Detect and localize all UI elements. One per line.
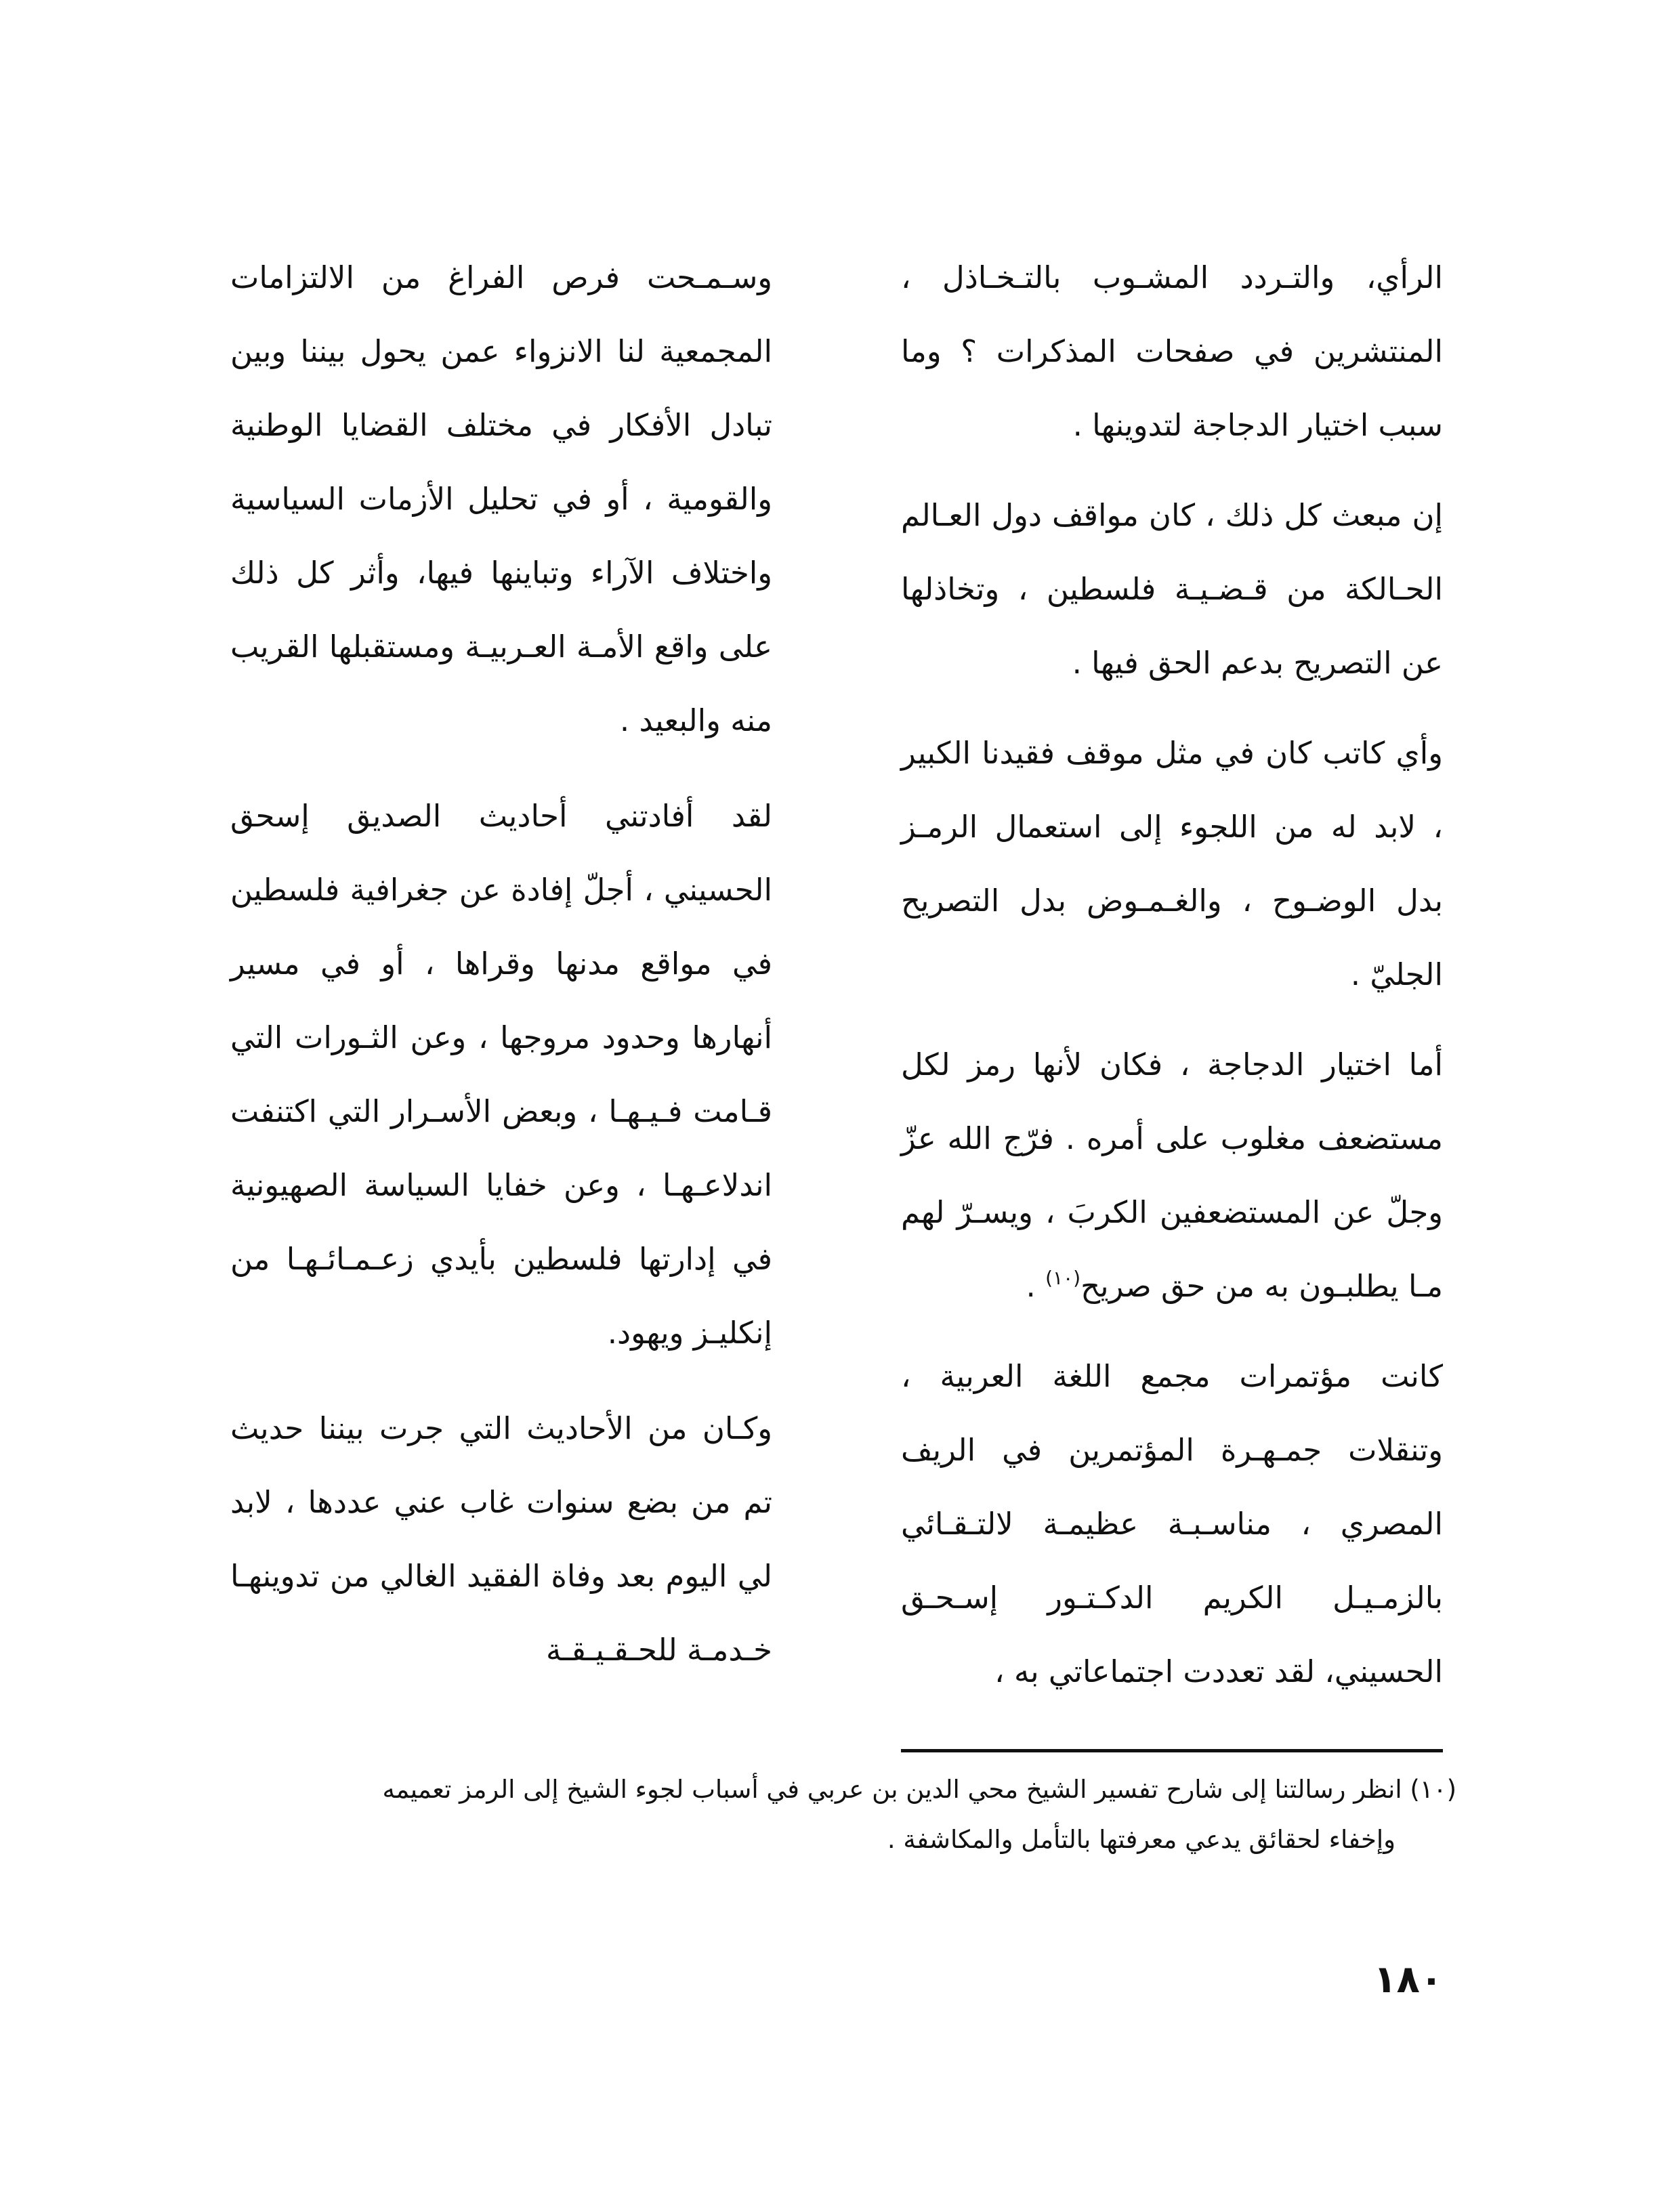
paragraph: وأي كاتب كان في مثل موقف فقيدنا الكبير ، لابد له من اللجوء إلى استعمال الرمـز بدل الوضـوح ، والغـمـوض بدل التصريح الجليّ .	[901, 735, 1443, 992]
page-number: ١٨٠	[1373, 1958, 1443, 2002]
paragraph: الرأي، والتـردد المشـوب بالتـخـاذل ، المنتشرين في صفحات المذكرات ؟ وما سبب اختيار الدجاجة لتدوينها .	[901, 259, 1443, 443]
left-text-column	[230, 240, 772, 1708]
paragraph: وكـان من الأحاديث التي جرت بيننا حديث تم من بضع سنوات غاب عني عددها ، لابد لي اليوم بعد وفاة الفقيد الغالي من تدوينهـا خـدمـة للحـقـيـقـة	[230, 1410, 772, 1668]
footnote	[244, 1765, 1456, 1865]
paragraph-text: أما اختيار الدجاجة ، فكان لأنها رمز لكل مستضعف مغلوب على أمره . فرّج الله عزّ وجلّ عن المستضعفين الكربَ ، ويسـرّ لهم مـا يطلبـون به من حق صريح	[901, 1047, 1443, 1304]
paragraph: لقد أفادتني أحاديث الصديق إسحق الحسيني ، أجلّ إفادة عن جغرافية فلسطين في مواقع مدنها وقراها ، أو في مسير أنهارها وحدود مروجها ، وعن الثـورات التي قـامت فـيـهـا ، وبعض الأسـرار التي اكتنفت اندلاعـهـا ، وعن خفايا السياسة الصهيونية في إدارتها فلسطين بأيدي زعـمـائـهـا من إنكليـز ويهود.	[230, 798, 772, 1351]
footnote-separator	[901, 1749, 1443, 1752]
footnote-line-1: (١٠) انظر رسالتنا إلى شارح تفسير الشيخ محي الدين بن عربي في أسباب لجوء الشيخ إلى الرمز تعميمه	[382, 1775, 1456, 1804]
paragraph: وسـمـحت فرص الفراغ من الالتزامات المجمعية لنا الانزواء عمن يحول بيننا وبين تبادل الأفكار في مختلف القضايا الوطنية والقومية ، أو في تحليل الأزمات السياسية واختلاف الآراء وتباينها فيها، وأثر كل ذلك على واقع الأمـة العـربيـة ومستقبلها القريب منه والبعيد .	[230, 259, 772, 738]
paragraph: إن مبعث كل ذلك ، كان مواقف دول العـالم الحـالكة من قـضـيـة فلسطين ، وتخاذلها عن التصريح بدعم الحق فيها .	[901, 497, 1443, 681]
footnote-reference: (١٠)	[1045, 1267, 1081, 1289]
paragraph: كانت مؤتمرات مجمع اللغة العربية ، وتنقلات جمـهـرة المؤتمرين في الريف المصري ، مناسـبـة عظيمـة لالتـقـائي بالزمـيـل الكريم الدكـتـور إسـحـق الحسيني، لقد تعددت اجتماعاتي به ،	[901, 1358, 1443, 1689]
footnote-line-2: وإخفاء لحقائق يدعي معرفتها بالتأمل والمكاشفة .	[887, 1825, 1395, 1854]
paragraph-with-footnote: أما اختيار الدجاجة ، فكان لأنها رمز لكل مستضعف مغلوب على أمره . فرّج الله عزّ وجلّ عن المستضعفين الكربَ ، ويسـرّ لهم مـا يطلبـون به من حق صريح$^{(١٠)}$ .	[901, 1047, 1443, 1304]
right-text-column	[901, 240, 1443, 1725]
